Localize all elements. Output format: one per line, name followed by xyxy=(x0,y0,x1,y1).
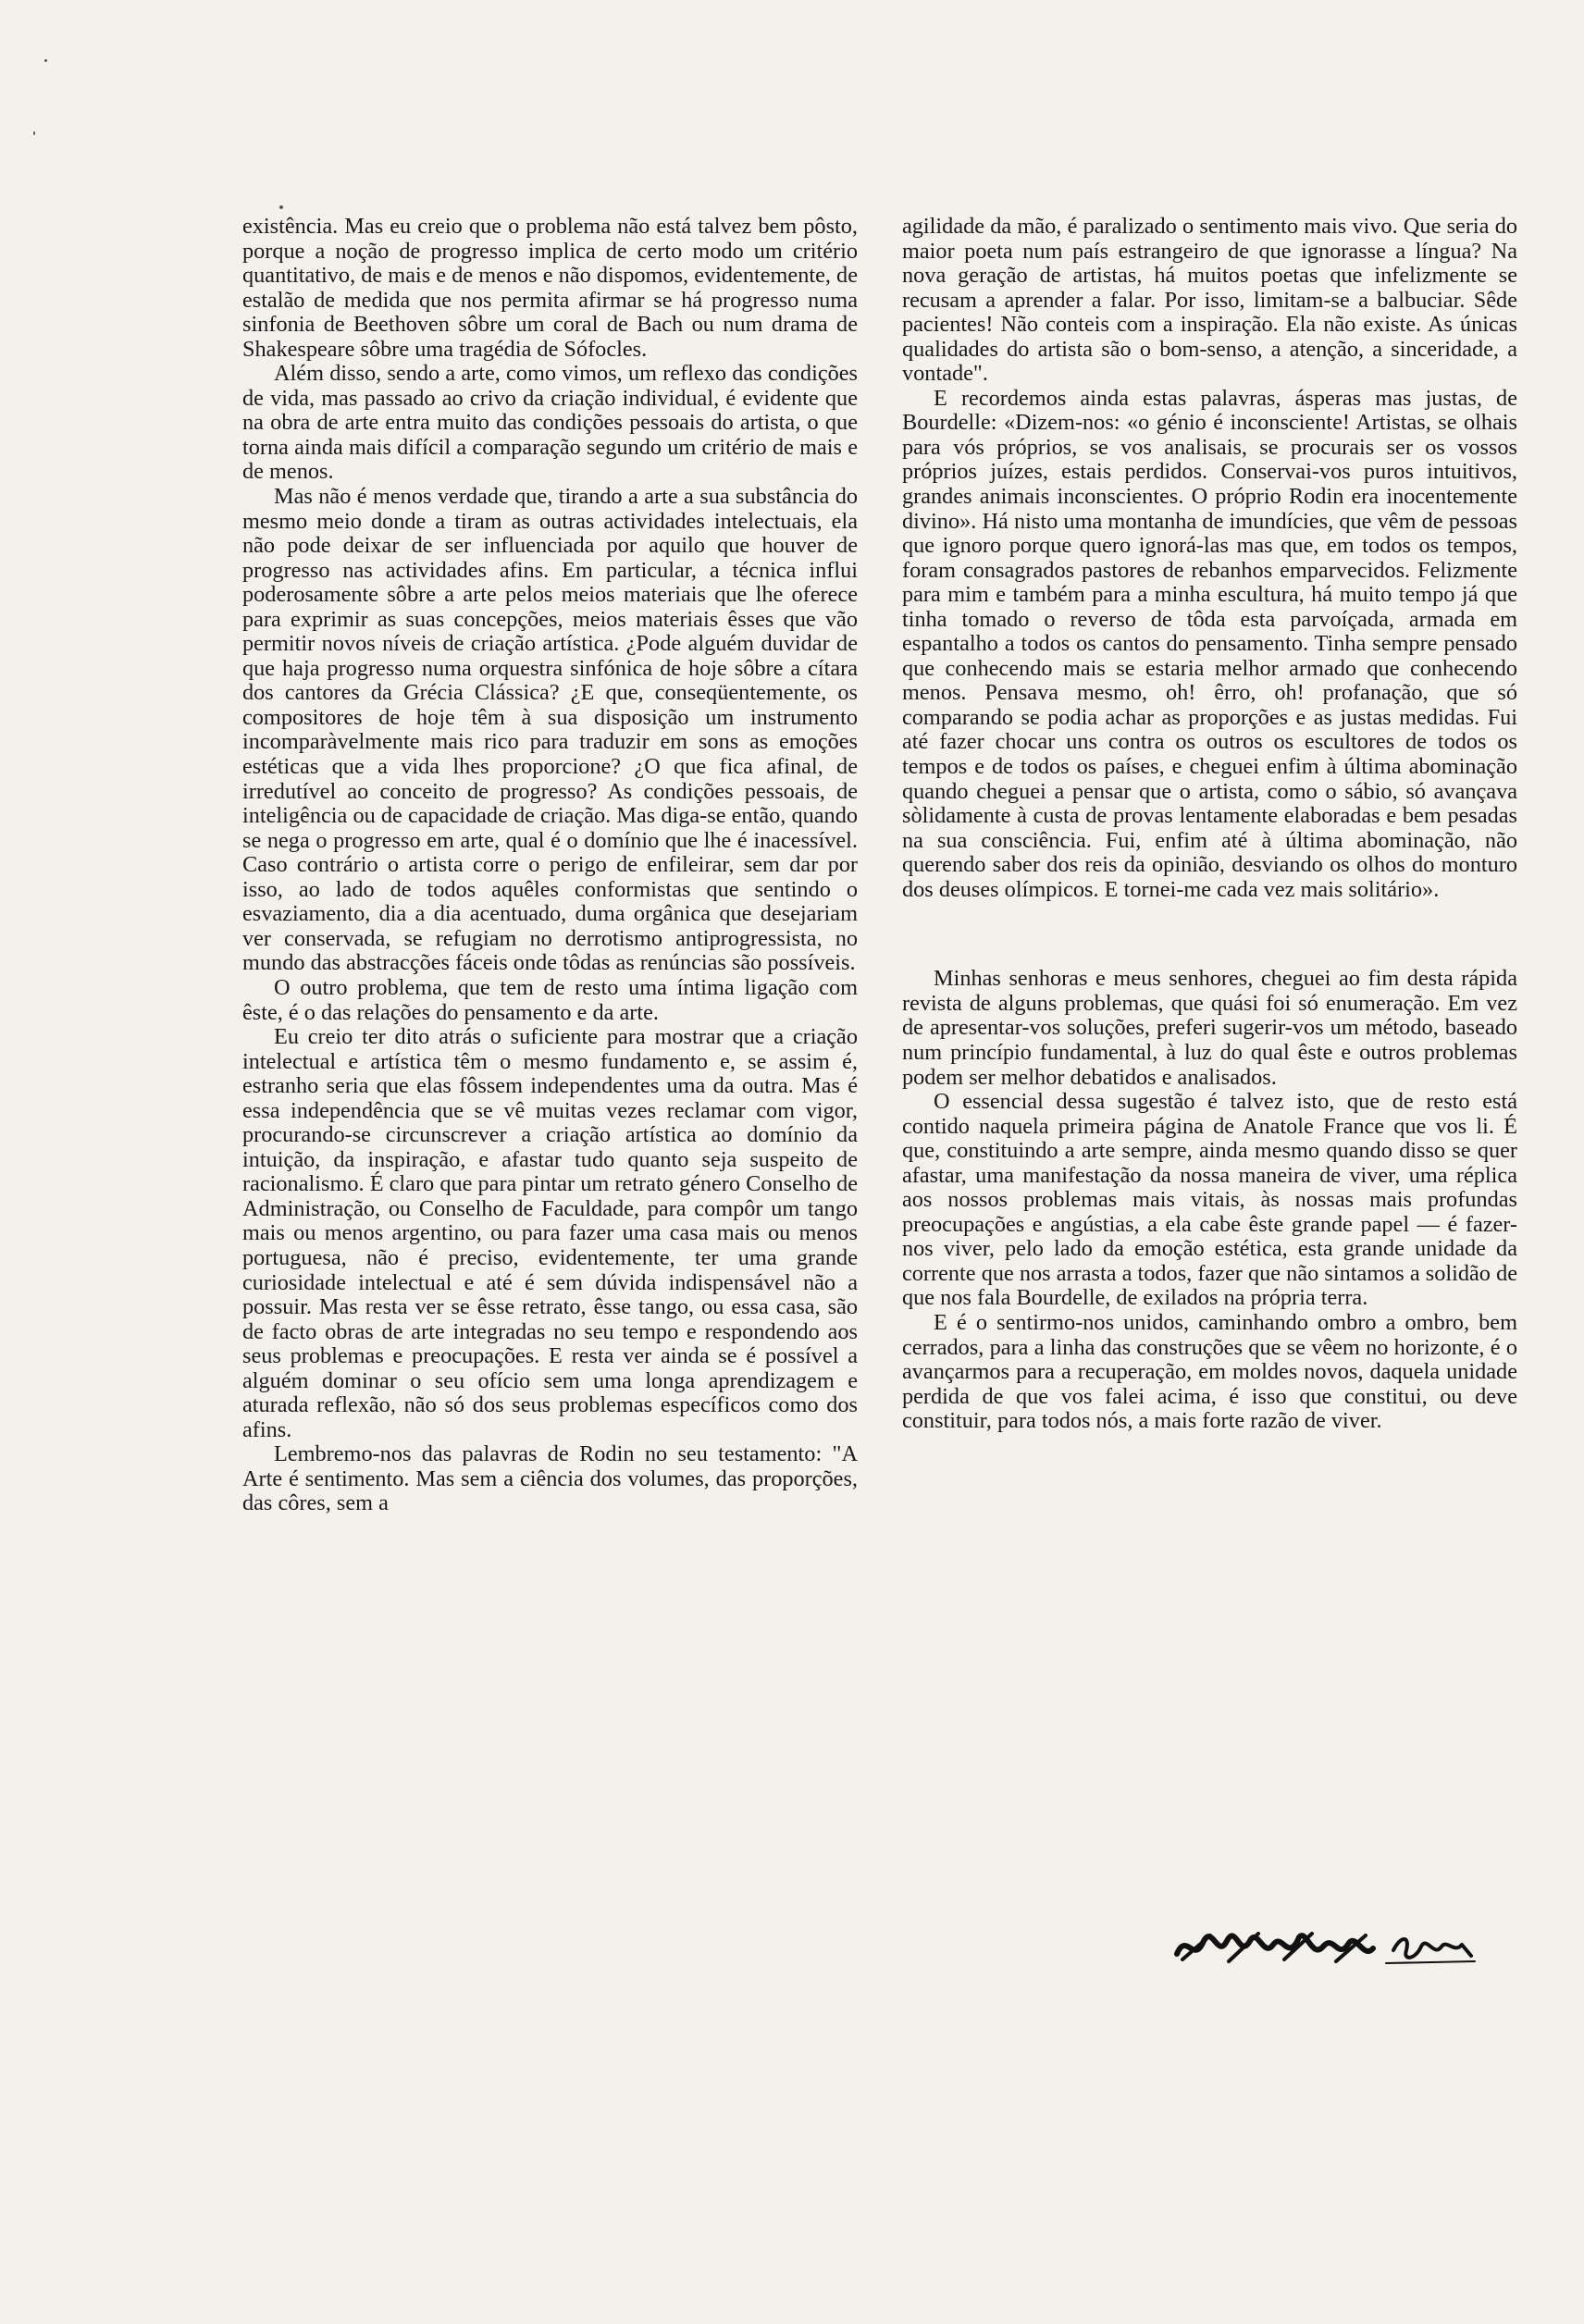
paragraph: E recordemos ainda estas palavras, ásperas mas justas, de Bourdelle: «Dizem-nos: «o génio é inconsciente! Artistas, se olhais para vós próprios, se vos analisais, se procurais ser os vossos próprios juízes, estais perdidos. Conservai-vos puros intuitivos, grandes animais inconscientes. O próprio Rodin era inocentemente divino». Há nisto uma montanha de imundícies, que vêm de pessoas que ignoro porque quero ignorá-las mas que, em todos os tempos, foram consagrados pastores de rebanhos emparvecidos. Felizmente para mim e também para a minha escultura, há muito tempo já que tinha tomado o reverso de tôda esta parvoíçada, armada em espantalho a todos os cantos do pensamento. Tinha sempre pensado que conhecendo mais se estaria melhor armado que conhecendo menos. Pensava mesmo, oh! êrro, oh! profanação, que só comparando se podia achar as proporções e as justas medidas. Fui até fazer chocar uns contra os outros os escultores de todos os tempos e de todos os países, e cheguei enfim à última abominação quando cheguei a pensar que o artista, como o sábio, só avançava sòlidamente à custa de provas lentamente elaboradas e bem pesadas na sua consciência. Fui, enfim até à última abominação, não querendo saber dos reis da opinião, desviando os olhos do monturo dos deuses olímpicos. E tornei-me cada vez mais solitário». xyxy=(902,385,1517,902)
paragraph: Eu creio ter dito atrás o suficiente para mostrar que a criação intelectual e artística têm o mesmo fundamento e, se assim é, estranho seria que elas fôssem independentes uma da outra. Mas é essa independência que se vê muitas vezes reclamar com vigor, procurando-se circunscrever a criação artística ao domínio da intuição, da inspiração, e afastar tudo quanto seja suspeito de racionalismo. É claro que para pintar um retrato género Conselho de Administração, ou Conselho de Faculdade, para compôr um tango mais ou menos argentino, ou para fazer uma casa mais ou menos portuguesa, não é preciso, evidentemente, ter uma grande curiosidade intelectual e até é sem dúvida indispensável não a possuir. Mas resta ver se êsse retrato, êsse tango, ou essa casa, são de facto obras de arte integradas no seu tempo e respondendo aos seus problemas e preocupações. E resta ver ainda se é possível a alguém dominar o seu ofício sem uma longa aprendizagem e aturada reflexão, não só dos seus problemas específicos como dos afins. xyxy=(242,1024,858,1442)
signature-scribble-icon xyxy=(1173,1922,1479,1971)
paragraph: O outro problema, que tem de resto uma íntima ligação com êste, é o das relações do pensamento e da arte. xyxy=(242,974,858,1025)
left-column xyxy=(242,215,858,1516)
scan-speck xyxy=(33,131,35,135)
paragraph: agilidade da mão, é paralizado o sentimento mais vivo. Que seria do maior poeta num país estrangeiro de que ignorasse a língua? Na nova geração de artistas, há muitos poetas que infelizmente se recusam a aprender a falar. Por isso, limitam-se a balbuciar. Sêde pacientes! Não conteis com a inspiração. Ela não existe. As únicas qualidades do artista são o bom-senso, a atenção, a sinceridade, a vontade". xyxy=(902,214,1517,387)
handwritten-signature xyxy=(1173,1922,1479,1971)
paragraph: Além disso, sendo a arte, como vimos, um reflexo das condições de vida, mas passado ao crivo da criação individual, é evidente que na obra de arte entra muito das condições pessoais do artista, o que torna ainda mais difícil a comparação segundo um critério de mais e de menos. xyxy=(242,361,858,485)
scan-speck xyxy=(279,205,283,209)
right-column xyxy=(902,215,1517,1434)
paragraph: Mas não é menos verdade que, tirando a arte a sua substância do mesmo meio donde a tiram as outras actividades intelectuais, ela não pode deixar de ser influenciada por aquilo que houver de progresso nas actividades afins. Em particular, a técnica influi poderosamente sôbre a arte pelos meios materiais que lhe oferece para exprimir as suas concepções, meios materiais êsses que vão permitir novos níveis de criação artística. ¿Pode alguém duvidar de que haja progresso numa orquestra sinfónica de hoje sôbre a cítara dos cantores da Grécia Clássica? ¿E que, conseqüentemente, os compositores de hoje têm à sua disposição um instrumento incomparàvelmente mais rico para traduzir em sons as emoções estéticas que a vida lhes proporcione? ¿O que fica afinal, de irredutível ao conceito de progresso? As condições pessoais, de inteligência ou de capacidade de criação. Mas diga-se então, quando se nega o progresso em arte, qual é o domínio que lhe é inacessível. Caso contrário o artista corre o perigo de enfileirar, sem dar por isso, ao lado de todos aquêles conformistas que sentindo o esvaziamento, dia a dia acentuado, duma orgânica que desejariam ver conservada, se refugiam no derrotismo antiprogressista, no mundo das abstracções fáceis onde tôdas as renúncias são possíveis. xyxy=(242,484,858,976)
paragraph: existência. Mas eu creio que o problema não está talvez bem pôsto, porque a noção de progresso implica de certo modo um critério quantitativo, de mais e de menos e não dispomos, evidentemente, de estalão de medida que nos permita afirmar se há progresso numa sinfonia de Beethoven sôbre um coral de Bach ou num drama de Shakespeare sôbre uma tragédia de Sófocles. xyxy=(242,214,858,362)
section-gap xyxy=(902,902,1517,967)
scan-speck xyxy=(44,59,47,62)
paragraph: E é o sentirmo-nos unidos, caminhando ombro a ombro, bem cerrados, para a linha das construções que se vêem no horizonte, é o avançarmos para a recuperação, em moldes novos, daquela unidade perdida de que vos falei acima, é isso que constitui, ou deve constituir, para todos nós, a mais forte razão de viver. xyxy=(902,1309,1517,1434)
paragraph: O essencial dessa sugestão é talvez isto, que de resto está contido naquela primeira página de Anatole France que vos li. É que, constituindo a arte sempre, ainda mesmo quando disso se quer afastar, uma manifestação da nossa maneira de viver, uma réplica aos nossos problemas mais vitais, às nossas mais profundas preocupações e angústias, a ela cabe êste grande papel — é fazer-nos viver, pelo lado da emoção estética, esta grande unidade da corrente que nos arrasta a todos, fazer que não sintamos a solidão de que nos fala Bourdelle, de exilados na própria terra. xyxy=(902,1089,1517,1311)
paragraph: Minhas senhoras e meus senhores, cheguei ao fim desta rápida revista de alguns problemas, que quási foi só enumeração. Em vez de apresentar-vos soluções, preferi sugerir-vos um método, baseado num princípio fundamental, à luz do qual êste e outros problemas podem ser melhor debatidos e analisados. xyxy=(902,966,1517,1090)
paragraph: Lembremo-nos das palavras de Rodin no seu testamento: "A Arte é sentimento. Mas sem a ciência dos volumes, das proporções, das côres, sem a xyxy=(242,1441,858,1516)
